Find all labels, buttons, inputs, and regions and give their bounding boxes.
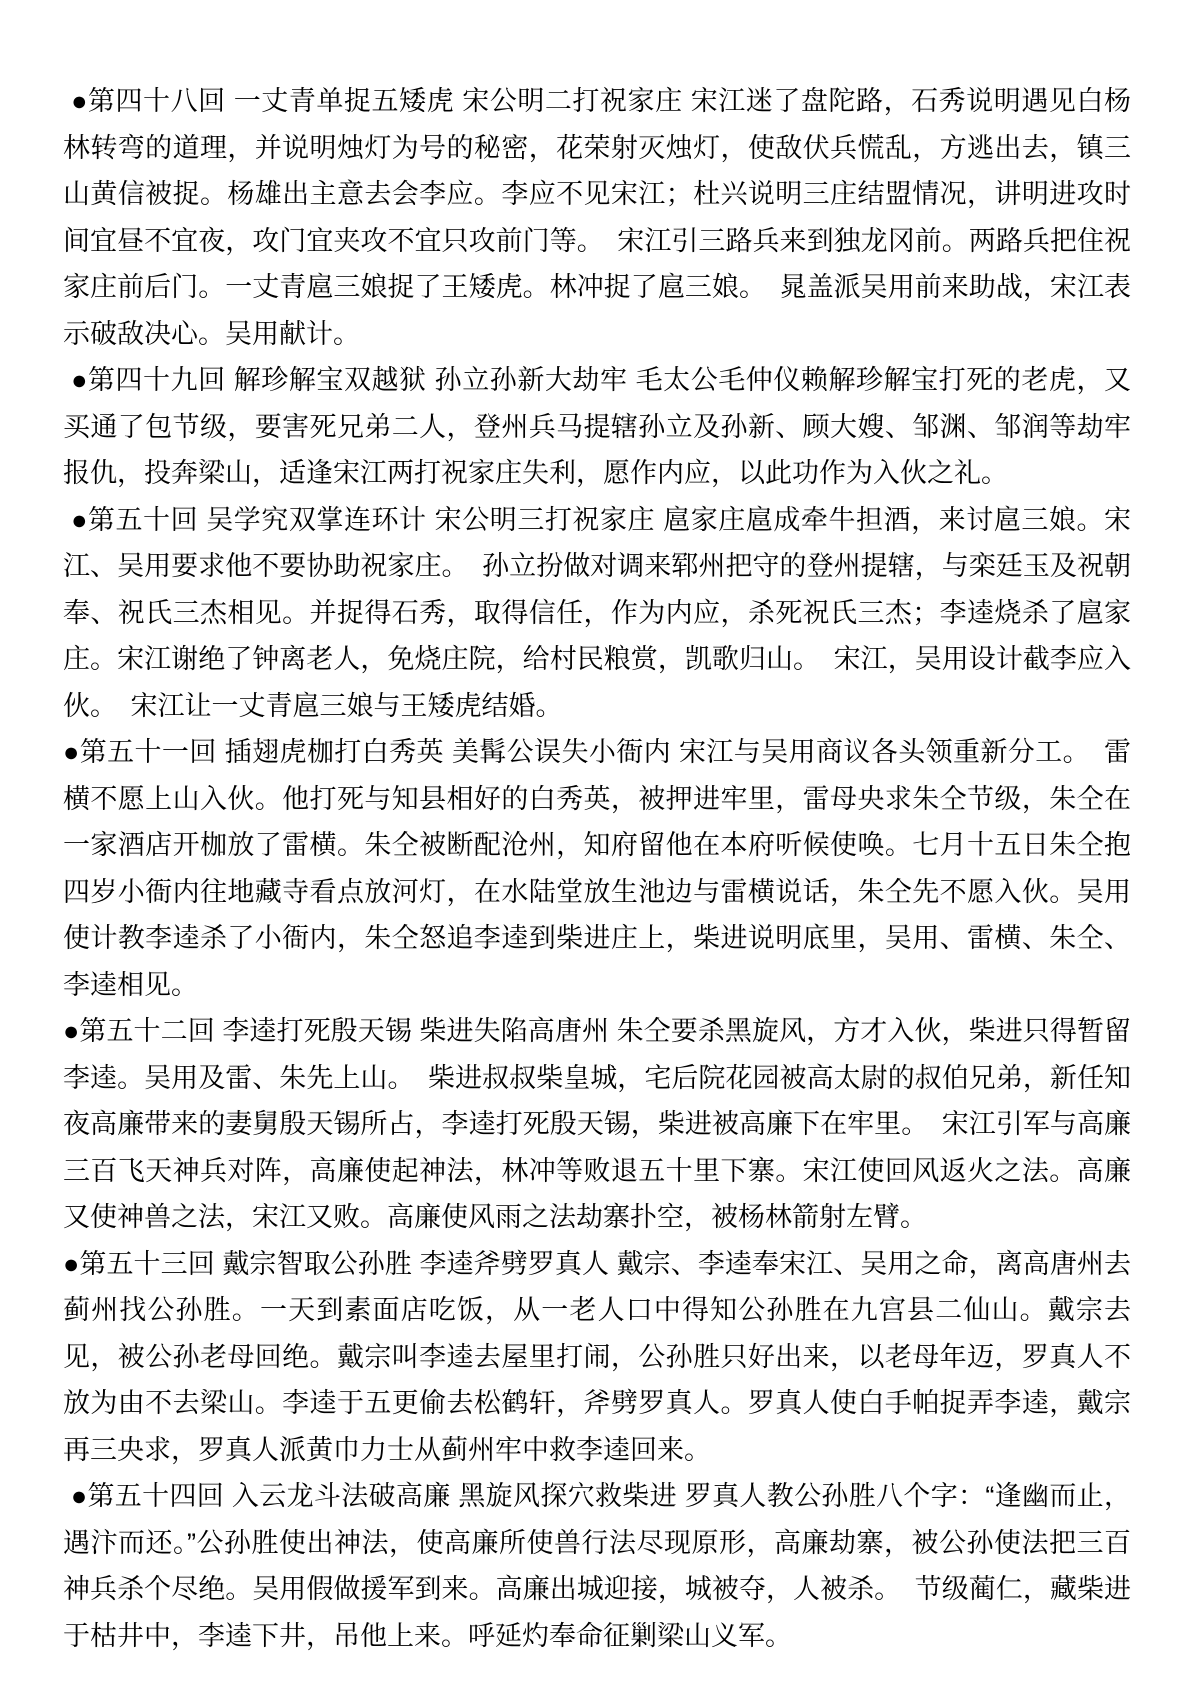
paragraph-chapter-48: ●第四十八回 一丈青单捉五矮虎 宋公明二打祝家庄 宋江迷了盘陀路，石秀说明遇见白杨林转弯的道理，并说明烛灯为号的秘密，花荣射灭烛灯，使敌伏兵慌乱，方逃出去，镇三山黄信被捉。杨雄出主意去会李应。李应不见宋江；杜兴说明三庄结盟情况，讲明进攻时间宜昼不宜夜，攻门宜夹攻不宜只攻前门等。 宋江引三路兵来到独龙冈前。两路兵把住祝家庄前后门。一丈青扈三娘捉了王矮虎。林冲捉了扈三娘。 晁盖派吴用前来助战，宋江表示破敌决心。吴用献计。	[63, 86, 1131, 349]
paragraph-chapter-51: ●第五十一回 插翅虎枷打白秀英 美髯公误失小衙内 宋江与吴用商议各头领重新分工。 雷横不愿上山入伙。他打死与知县相好的白秀英，被押进牢里，雷母央求朱仝节级，朱仝在一家酒店开枷放了雷横。朱仝被断配沧州，知府留他在本府听候使唤。七月十五日朱仝抱四岁小衙内往地藏寺看点放河灯，在水陆堂放生池边与雷横说话，朱仝先不愿入伙。吴用使计教李逵杀了小衙内，朱仝怒追李逵到柴进庄上，柴进说明底里，吴用、雷横、朱仝、李逵相见。	[63, 737, 1131, 1000]
chapter-summaries-text	[63, 78, 1131, 1659]
paragraph-chapter-54: ●第五十四回 入云龙斗法破高廉 黑旋风探穴救柴进 罗真人教公孙胜八个字：“逢幽而止，遇汴而还。”公孙胜使出神法，使高廉所使兽行法尽现原形，高廉劫寨，被公孙使法把三百神兵杀个尽绝。吴用假做援军到来。高廉出城迎接，城被夺，人被杀。 节级蔺仁，藏柴进于枯井中，李逵下井，吊他上来。呼延灼奉命征剿梁山义军。	[63, 1481, 1131, 1651]
paragraph-chapter-53: ●第五十三回 戴宗智取公孙胜 李逵斧劈罗真人 戴宗、李逵奉宋江、吴用之命，离高唐州去蓟州找公孙胜。一天到素面店吃饭，从一老人口中得知公孙胜在九宫县二仙山。戴宗去见，被公孙老母回绝。戴宗叫李逵去屋里打闹，公孙胜只好出来，以老母年迈，罗真人不放为由不去梁山。李逵于五更偷去松鹤轩，斧劈罗真人。罗真人使白手帕捉弄李逵，戴宗再三央求，罗真人派黄巾力士从蓟州牢中救李逵回来。	[63, 1248, 1131, 1465]
paragraph-chapter-49: ●第四十九回 解珍解宝双越狱 孙立孙新大劫牢 毛太公毛仲仪赖解珍解宝打死的老虎，又买通了包节级，要害死兄弟二人，登州兵马提辖孙立及孙新、顾大嫂、邹渊、邹润等劫牢报仇，投奔梁山，适逢宋江两打祝家庄失利，愿作内应，以此功作为入伙之礼。	[63, 365, 1131, 488]
paragraph-chapter-50: ●第五十回 吴学究双掌连环计 宋公明三打祝家庄 扈家庄扈成牵牛担酒，来讨扈三娘。宋江、吴用要求他不要协助祝家庄。 孙立扮做对调来郓州把守的登州提辖，与栾廷玉及祝朝奉、祝氏三杰相见。并捉得石秀，取得信任，作为内应，杀死祝氏三杰；李逵烧杀了扈家庄。宋江谢绝了钟离老人，免烧庄院，给村民粮赏，凯歌归山。 宋江，吴用设计截李应入伙。 宋江让一丈青扈三娘与王矮虎结婚。	[63, 504, 1131, 721]
paragraph-chapter-52: ●第五十二回 李逵打死殷天锡 柴进失陷高唐州 朱仝要杀黑旋风，方才入伙，柴进只得暂留李逵。吴用及雷、朱先上山。 柴进叔叔柴皇城，宅后院花园被高太尉的叔伯兄弟，新任知夜高廉带来的妻舅殷天锡所占，李逵打死殷天锡，柴进被高廉下在牢里。 宋江引军与高廉三百飞天神兵对阵，高廉使起神法，林冲等败退五十里下寨。宋江使回风返火之法。高廉又使神兽之法，宋江又败。高廉使风雨之法劫寨扑空，被杨林箭射左臂。	[63, 1016, 1131, 1232]
